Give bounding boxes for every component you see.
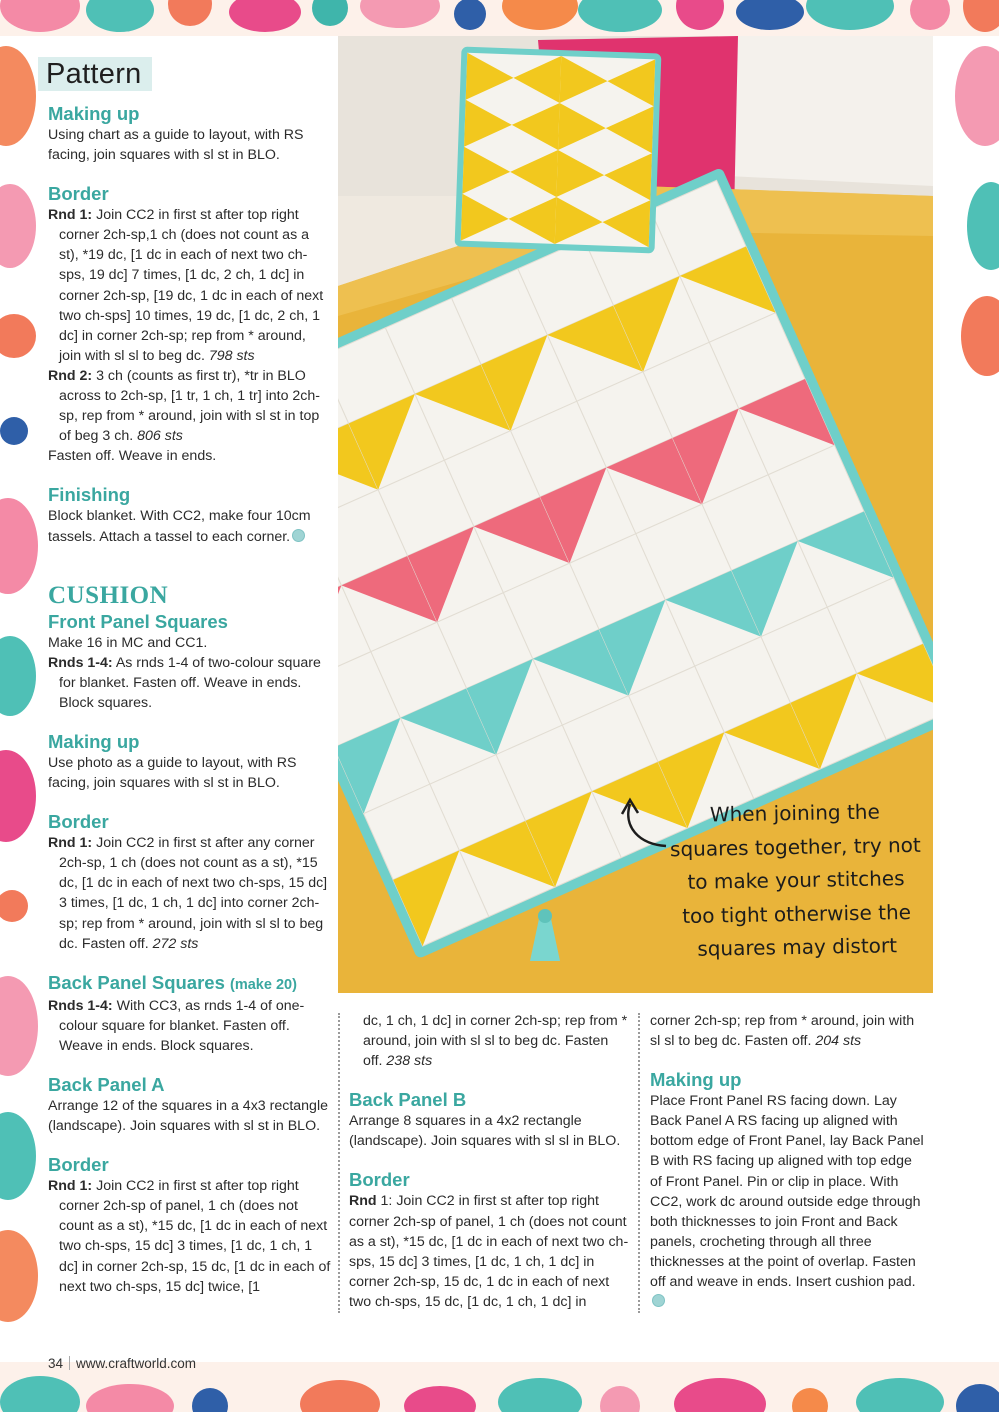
floral-top-border [0, 0, 999, 36]
column-divider [338, 1013, 340, 1313]
heading-back-panel-a: Back Panel A [48, 1074, 165, 1095]
heading-border: Border [48, 183, 109, 205]
continued-text: corner 2ch-sp; rep from * around, join with sl sl to beg dc. Fasten off. 204 sts [650, 1013, 915, 1050]
border-back-a-rnd1: Rnd 1: Join CC2 in first st after top right corner 2ch-sp of panel, 1 ch (does not count as a st), *15 dc, [1 dc in each of next two ch-sps, 15 dc] 3 times, [1 dc, 1 ch, 1 dc] in corner 2ch-sp, 15 dc, [1 dc in each of next two ch-sps, 15 dc] twice, [1 [48, 1178, 331, 1295]
heading-cushion: CUSHION [48, 581, 169, 609]
border-rnd2: Rnd 2: 3 ch (counts as first tr), *tr in BLO across to 2ch-sp, [1 tr, 1 ch, 1 tr] into 2ch-sp, rep from * around, join with sl st in top of beg 3 ch. 806 sts [48, 367, 321, 445]
heading-back-panel-squares: Back Panel Squares (make 20) [48, 971, 297, 993]
border-rnd1: Rnd 1: Join CC2 in first st after top right corner 2ch-sp,1 ch (does not count as a st), *19 dc, [1 dc in each of next two ch-sps, 19 dc] 7 times, [1 dc, 2 ch, 1 dc] in corner 2ch-sp, [19 dc, 1 dc in each of next two ch-sps] 10 times, 19 dc, [1 dc, 2 ch, 1 dc] in corner 2ch-sp; rep from * around, join with sl sl to beg dc. 798 sts [48, 207, 324, 364]
floral-left-border [0, 36, 40, 1336]
back-panel-squares-rnds: Rnds 1-4: With CC3, as rnds 1-4 of one-colour square for blanket. Fasten off. Weave in ends. Block squares. [48, 997, 305, 1054]
finishing-text: Block blanket. With CC2, make four 10cm tassels. Attach a tassel to each corner. [48, 508, 311, 545]
making-up-text: Using chart as a guide to layout, with RS facing, join squares with sl st in BLO. [48, 127, 304, 164]
callout-line: too tight otherwise the [682, 899, 912, 928]
page-number: 34 [48, 1356, 64, 1371]
yarn-ball-icon [652, 1294, 665, 1307]
white-pillow [718, 36, 933, 186]
fasten-off-text: Fasten off. Weave in ends. [48, 448, 217, 465]
callout-line: When joining the [709, 799, 880, 827]
column-right [650, 1011, 925, 1312]
heading-front-panel-squares: Front Panel Squares [48, 610, 228, 632]
back-panel-b-text: Arrange 8 squares in a 4x2 rectangle (landscape). Join squares with sl sl in BLO. [349, 1113, 621, 1150]
callout-line: squares may distort [697, 933, 898, 961]
footer-divider [69, 1356, 70, 1370]
front-panel-text: Make 16 in MC and CC1. [48, 634, 208, 651]
front-panel-rnds: Rnds 1-4: As rnds 1-4 of two-colour square for blanket. Fasten off. Weave in ends. Block squares. [48, 654, 321, 711]
column-divider [638, 1013, 640, 1313]
heading-border-back-a: Border [48, 1154, 109, 1176]
callout-line: to make your stitches [687, 866, 905, 894]
making-up-cushion-text: Use photo as a guide to layout, with RS facing, join squares with sl st in BLO. [48, 754, 297, 792]
making-up-final-text: Place Front Panel RS facing down. Lay Back Panel A RS facing up aligned with bottom edge of Front Panel, lay Back Panel B with RS facing up aligned with top edge of Front Panel. Pin or clip in place. With CC2, work dc around outside edge through both thicknesses to join Front and Back panels, crocheting through all three thicknesses at the point of overlap. Fasten off and weave in ends. Insert cushion pad. [650, 1091, 925, 1312]
heading-making-up-final: Making up [650, 1069, 742, 1091]
heading-making-up-cushion: Making up [48, 730, 140, 752]
yarn-ball-icon [292, 529, 305, 542]
heading-finishing: Finishing [48, 484, 131, 506]
website-url: www.craftworld.com [76, 1356, 197, 1371]
heading-border-cushion: Border [48, 811, 109, 833]
border-back-b-rnd1: Rnd 1: Join CC2 in first st after top right corner 2ch-sp of panel, 1 ch (does not count as a st), *15 dc, [1 dc in each of next two ch-sps, 15 dc] 3 times, [1 dc, 1 ch, 1 dc] in corner 2ch-sp, 15 dc, 1 dc in each of next two ch-sps, 15 dc, [1 dc, 1 ch, 1 dc] in [349, 1193, 629, 1310]
page-footer [48, 1356, 196, 1371]
back-panel-a-text: Arrange 12 of the squares in a 4x3 rectangle (landscape). Join squares with sl st in BLO. [48, 1098, 328, 1135]
border-cushion-rnd1: Rnd 1: Join CC2 in first st after any corner 2ch-sp, 1 ch (does not count as a st), *15 dc, [1 dc in each of next two ch-sps, 15 dc] 3 times, [1 dc, 1 ch, 1 dc] into corner 2ch-sp; rep from * around, join with sl sl to beg dc. Fasten off. 272 sts [48, 835, 328, 952]
heading-back-panel-b: Back Panel B [349, 1089, 467, 1111]
heading-border-back-b: Border [349, 1169, 410, 1191]
continued-text: dc, 1 ch, 1 dc] in corner 2ch-sp; rep from * around, join with sl sl to beg dc. Fasten off. 238 sts [363, 1013, 628, 1070]
column-middle [349, 1011, 629, 1312]
tip-callout [659, 795, 934, 967]
column-left [48, 103, 331, 1297]
cushion [455, 47, 662, 254]
section-tag: Pattern [38, 57, 152, 91]
floral-right-border [935, 36, 999, 376]
callout-line: squares together, try not [669, 832, 921, 861]
heading-making-up: Making up [48, 103, 140, 124]
